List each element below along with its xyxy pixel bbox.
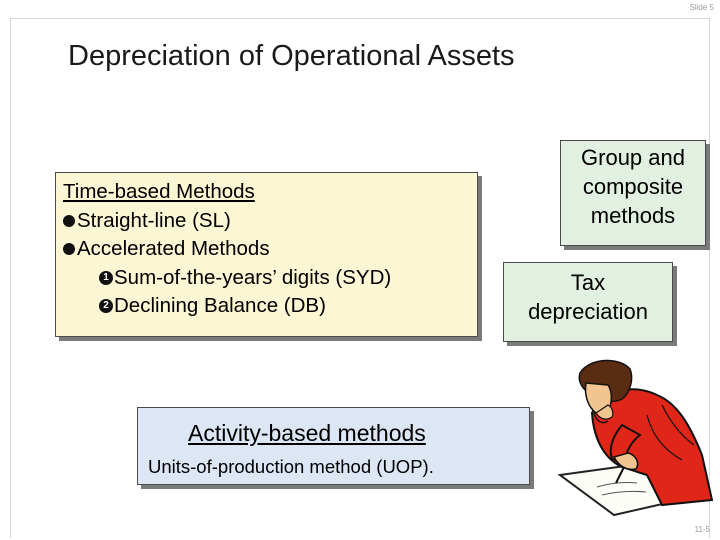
page-title: Depreciation of Operational Assets (68, 40, 515, 72)
bullet-icon (63, 243, 75, 255)
person-writing-icon (552, 355, 717, 520)
activity-based-box (137, 407, 530, 485)
time-based-heading: Time-based Methods (63, 180, 255, 203)
list-item-label: Straight-line (SL) (77, 208, 231, 232)
group-line: Group and (581, 145, 685, 170)
page-number: 11-5 (694, 525, 710, 534)
sub-list-item (63, 264, 477, 293)
sub-list-item-label: Declining Balance (DB) (114, 294, 326, 317)
frame-line-left (10, 18, 11, 538)
time-based-box (55, 172, 478, 337)
circled-number-icon: 2 (99, 299, 113, 313)
sub-list-item (63, 292, 477, 321)
list-item (63, 235, 477, 264)
activity-heading: Activity-based methods (188, 420, 426, 446)
circled-number-icon: 1 (99, 271, 113, 285)
group-composite-box (560, 140, 706, 246)
bullet-icon (63, 215, 75, 227)
tax-line: Tax (570, 270, 606, 295)
group-line: methods (590, 203, 676, 228)
tax-depreciation-box (503, 262, 673, 342)
activity-subtext: Units-of-production method (UOP). (148, 456, 434, 477)
list-item-label: Accelerated Methods (77, 237, 270, 260)
list-item (63, 207, 477, 236)
sub-list-item-label: Sum-of-the-years’ digits (SYD) (114, 265, 392, 289)
group-line: composite (582, 174, 684, 199)
slide-label: Slide 5 (689, 3, 714, 12)
frame-line-top (10, 18, 710, 19)
tax-line: depreciation (528, 299, 648, 324)
